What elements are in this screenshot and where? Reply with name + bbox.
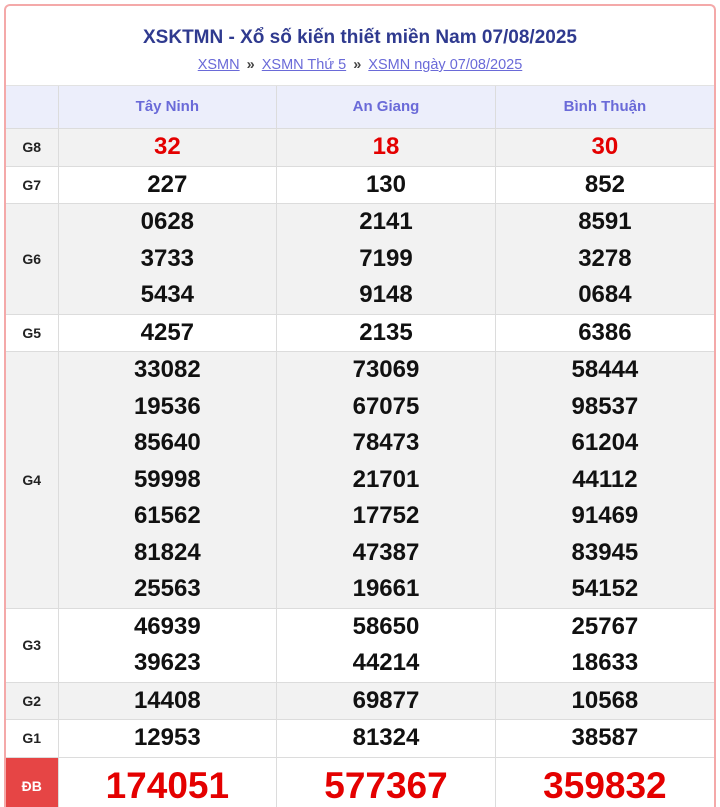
prize-cell: [277, 314, 496, 352]
prize-cell: [58, 204, 277, 315]
prize-row: [6, 166, 714, 204]
prize-cell: [277, 720, 496, 758]
prize-row: [6, 608, 714, 682]
winning-number: 83945: [571, 538, 639, 566]
winning-number: 73069: [352, 356, 420, 383]
prize-cell: [495, 128, 714, 166]
prize-cell: [495, 608, 714, 682]
breadcrumb-link-xsmn-date[interactable]: XSMN ngày 07/08/2025: [368, 57, 523, 73]
prize-cell: [495, 166, 714, 204]
winning-number: 32: [153, 132, 181, 160]
winning-number: 7199: [359, 244, 413, 272]
winning-number: 54152: [571, 575, 639, 602]
winning-number: 4257: [140, 318, 195, 346]
prize-cell: [495, 757, 714, 807]
winning-number: 0684: [578, 281, 632, 308]
prize-cell: [58, 352, 277, 609]
province-header-tay-ninh[interactable]: Tây Ninh: [58, 86, 277, 128]
prize-cell: [277, 166, 496, 204]
winning-number: 19661: [352, 575, 420, 602]
winning-number: 58650: [352, 612, 420, 640]
winning-number: 227: [147, 170, 188, 198]
winning-number: 577367: [324, 764, 448, 806]
winning-number: 81324: [352, 724, 420, 751]
prize-cell: [277, 757, 496, 807]
prize-cell: [277, 608, 496, 682]
winning-number: 10568: [571, 686, 639, 714]
prize-cell: [58, 314, 277, 352]
prize-row: [6, 757, 714, 807]
winning-number: 18: [372, 132, 400, 160]
winning-number: 25563: [133, 575, 201, 602]
results-panel: [4, 4, 716, 807]
winning-number: 58444: [571, 356, 639, 383]
winning-number: 130: [365, 170, 406, 198]
prize-label: G4: [6, 352, 58, 609]
prize-cell: [277, 682, 496, 720]
prize-row: [6, 352, 714, 609]
page-title: XSKTMN - Xổ số kiến thiết miền Nam 07/08/2025: [143, 27, 577, 48]
prize-cell: [495, 352, 714, 609]
winning-number: 5434: [140, 281, 195, 308]
prize-cell: [277, 352, 496, 609]
prize-column-header: [6, 86, 58, 128]
prize-row: [6, 682, 714, 720]
prize-cell: [58, 166, 277, 204]
breadcrumb-separator: »: [353, 57, 362, 73]
winning-number: 0628: [140, 208, 195, 235]
winning-number: 3278: [578, 244, 632, 272]
breadcrumb: [6, 56, 714, 74]
prize-cell: [495, 204, 714, 315]
winning-number: 9148: [359, 281, 413, 308]
prize-cell: [58, 720, 277, 758]
breadcrumb-link-xsmn[interactable]: XSMN: [197, 57, 240, 73]
results-header: [6, 6, 714, 86]
winning-number: 61562: [133, 502, 201, 529]
winning-number: 78473: [352, 429, 420, 456]
prize-label: G5: [6, 314, 58, 352]
breadcrumb-link-xsmn-thu-5[interactable]: XSMN Thứ 5: [261, 57, 347, 73]
winning-number: 2135: [359, 318, 413, 346]
winning-number: 39623: [133, 649, 201, 676]
prize-label: G8: [6, 128, 58, 166]
prize-label: G3: [6, 608, 58, 682]
winning-number: 30: [591, 132, 619, 160]
winning-number: 67075: [352, 392, 420, 420]
prize-label: G2: [6, 682, 58, 720]
winning-number: 3733: [140, 244, 195, 272]
prize-row: [6, 720, 714, 758]
breadcrumb-separator: »: [246, 57, 255, 73]
winning-number: 17752: [352, 502, 420, 529]
prize-cell: [495, 314, 714, 352]
prize-label: G1: [6, 720, 58, 758]
winning-number: 2141: [359, 208, 413, 235]
prize-cell: [58, 128, 277, 166]
winning-number: 21701: [352, 465, 420, 493]
winning-number: 18633: [571, 649, 639, 676]
prize-label: G6: [6, 204, 58, 315]
prize-row: [6, 314, 714, 352]
prize-row: [6, 204, 714, 315]
winning-number: 81824: [133, 538, 201, 566]
winning-number: 59998: [133, 465, 201, 493]
winning-number: 19536: [133, 392, 201, 420]
winning-number: 8591: [578, 208, 632, 235]
winning-number: 25767: [571, 612, 639, 640]
results-table: [6, 86, 714, 807]
winning-number: 69877: [352, 686, 420, 714]
winning-number: 85640: [133, 429, 201, 456]
winning-number: 46939: [133, 612, 201, 640]
prize-cell: [58, 682, 277, 720]
prize-label: G7: [6, 166, 58, 204]
winning-number: 91469: [571, 502, 639, 529]
province-header-row: [6, 86, 714, 128]
prize-cell: [277, 204, 496, 315]
prize-cell: [277, 128, 496, 166]
prize-row: [6, 128, 714, 166]
winning-number: 12953: [133, 724, 201, 751]
winning-number: 852: [584, 170, 625, 198]
prize-label: ĐB: [6, 757, 58, 807]
prize-cell: [495, 682, 714, 720]
winning-number: 33082: [133, 356, 201, 383]
province-header-binh-thuan[interactable]: Bình Thuận: [495, 86, 714, 128]
prize-cell: [58, 757, 277, 807]
winning-number: 47387: [352, 538, 420, 566]
winning-number: 38587: [571, 724, 639, 751]
winning-number: 6386: [578, 318, 632, 346]
winning-number: 359832: [543, 764, 667, 806]
winning-number: 174051: [105, 764, 230, 806]
winning-number: 61204: [571, 429, 639, 456]
prize-cell: [495, 720, 714, 758]
province-header-an-giang[interactable]: An Giang: [277, 86, 496, 128]
winning-number: 14408: [133, 686, 201, 714]
prize-cell: [58, 608, 277, 682]
winning-number: 98537: [571, 392, 639, 420]
winning-number: 44112: [572, 465, 638, 493]
winning-number: 44214: [352, 649, 420, 676]
